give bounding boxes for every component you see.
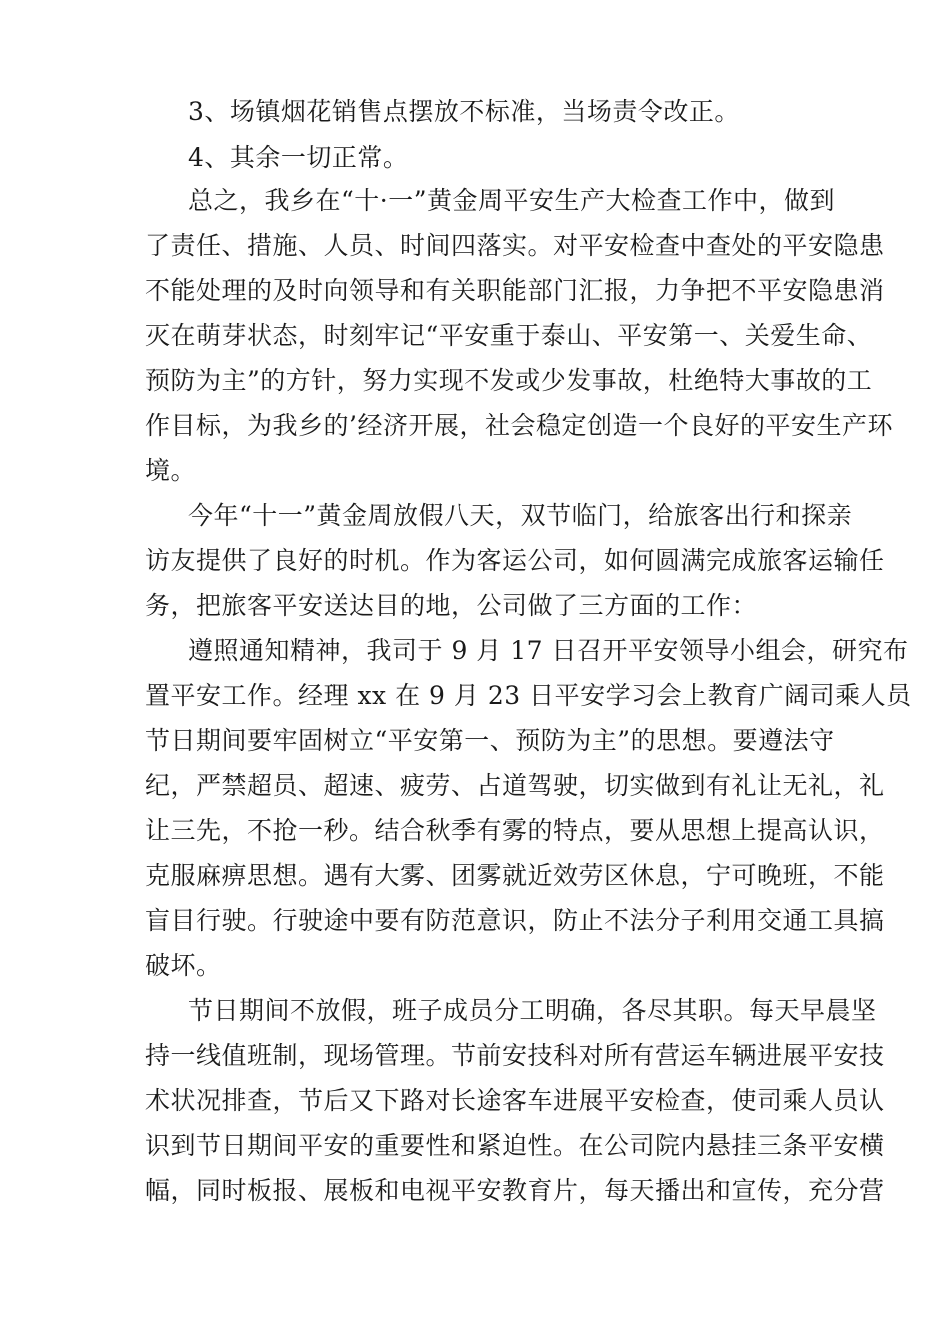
text-line: 幅，同时板报、展板和电视平安教育片，每天播出和宣传，充分营 — [145, 1176, 885, 1205]
text-line: 了责任、措施、人员、时间四落实。对平安检查中查处的平安隐患 — [145, 231, 885, 260]
text-line: 纪，严禁超员、超速、疲劳、占道驾驶，切实做到有礼让无礼，礼 — [145, 771, 885, 800]
text-line: 4、其余一切正常。 — [188, 143, 409, 172]
text-line: 识到节日期间平安的重要性和紧迫性。在公司院内悬挂三条平安横 — [145, 1131, 885, 1160]
text-line: 破坏。 — [145, 951, 222, 980]
text-line: 3、场镇烟花销售点摆放不标准，当场责令改正。 — [188, 97, 740, 126]
paragraph-first-line: 遵照通知精神，我司于 9 月 17 日召开平安领导小组会，研究布 — [188, 636, 909, 665]
text-line: 让三先，不抢一秒。结合秋季有雾的特点，要从思想上提高认识， — [145, 816, 885, 845]
text-line: 访友提供了良好的时机。作为客运公司，如何圆满完成旅客运输任 — [145, 546, 885, 575]
text-line: 盲目行驶。行驶途中要有防范意识，防止不法分子利用交通工具搞 — [145, 906, 885, 935]
text-line: 务，把旅客平安送达目的地，公司做了三方面的工作： — [145, 591, 758, 620]
text-line: 作目标，为我乡的’经济开展，社会稳定创造一个良好的平安生产环 — [145, 411, 893, 440]
text-line: 境。 — [145, 456, 197, 485]
text-line: 持一线值班制，现场管理。节前安技科对所有营运车辆进展平安技 — [145, 1041, 885, 1070]
text-line: 不能处理的及时向领导和有关职能部门汇报，力争把不平安隐患消 — [145, 276, 885, 305]
text-line: 克服麻痹思想。遇有大雾、团雾就近效劳区休息，宁可晚班，不能 — [145, 861, 885, 890]
text-line: 预防为主”的方针，努力实现不发或少发事故，杜绝特大事故的工 — [145, 366, 873, 395]
paragraph-first-line: 今年“十一”黄金周放假八天，双节临门，给旅客出行和探亲 — [188, 501, 853, 530]
text-line: 灭在萌芽状态，时刻牢记“平安重于泰山、平安第一、关爱生命、 — [145, 321, 873, 350]
text-line: 置平安工作。经理 xx 在 9 月 23 日平安学习会上教育广阔司乘人员 — [145, 681, 912, 710]
text-line: 术状况排查，节后又下路对长途客车进展平安检查，使司乘人员认 — [145, 1086, 885, 1115]
text-line: 节日期间要牢固树立“平安第一、预防为主”的思想。要遵法守 — [145, 726, 835, 755]
paragraph-first-line: 总之，我乡在“十·一”黄金周平安生产大检查工作中，做到 — [188, 186, 836, 215]
paragraph-first-line: 节日期间不放假，班子成员分工明确，各尽其职。每天早晨坚 — [188, 996, 877, 1025]
